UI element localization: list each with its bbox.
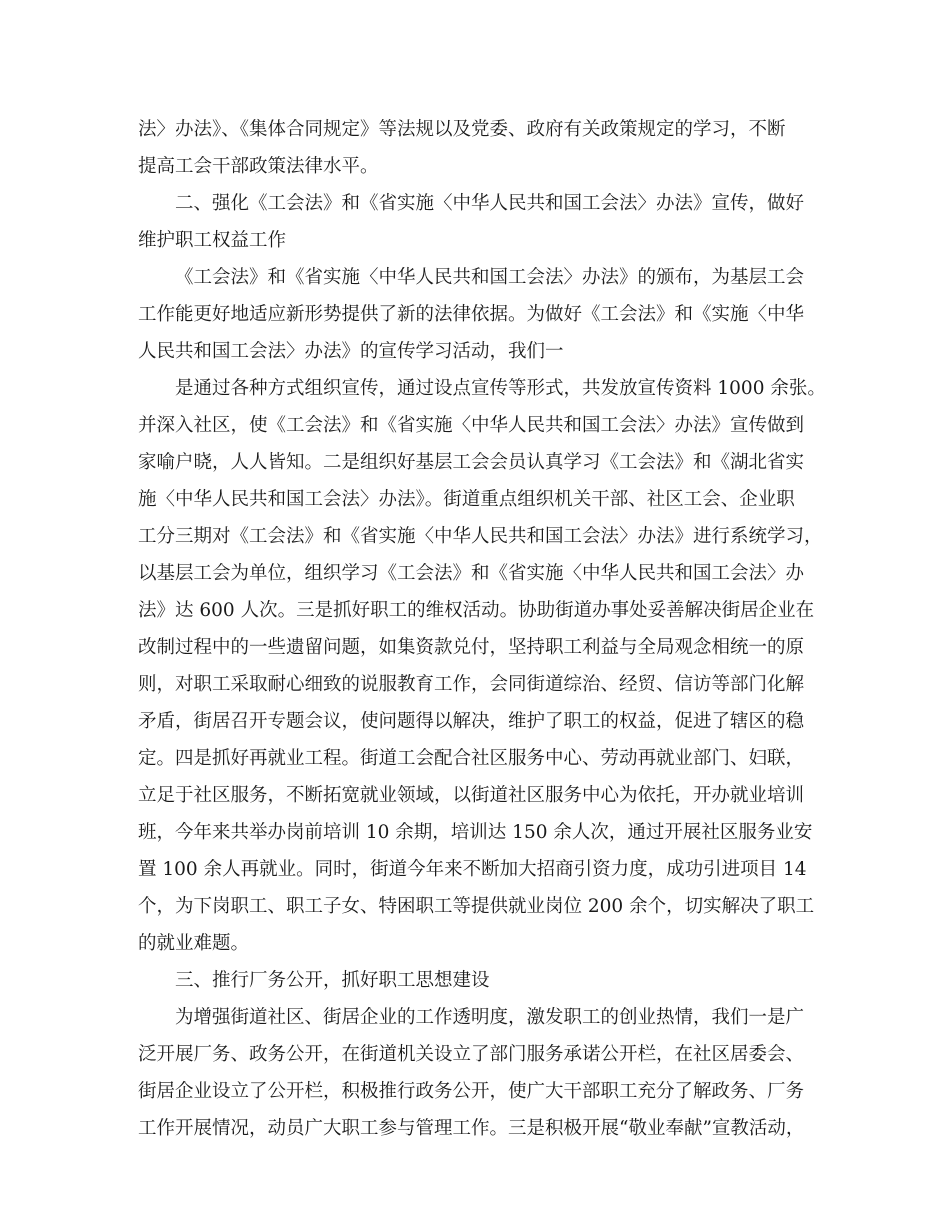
text-line: 置 100 余人再就业。同时，街道今年来不断加大招商引资力度，成功引进项目 14 <box>138 859 807 880</box>
text-line: 改制过程中的一些遗留问题，如集资款兑付，坚持职工利益与全局观念相统一的原 <box>138 637 805 658</box>
text-line: 家喻户晓，人人皆知。二是组织好基层工会会员认真学习《工会法》和《湖北省实 <box>138 452 805 473</box>
text-line: 以基层工会为单位，组织学习《工会法》和《省实施〈中华人民共和国工会法〉办 <box>138 563 805 584</box>
text-line: 法〉办法》、《集体合同规定》等法规以及党委、政府有关政策规定的学习，不断 <box>138 119 786 140</box>
text-line: 并深入社区，使《工会法》和《省实施〈中华人民共和国工会法〉办法》宣传做到 <box>138 415 805 436</box>
text-line: 人民共和国工会法〉办法》的宣传学习活动，我们一 <box>138 341 564 362</box>
text-line: 的就业难题。 <box>138 933 250 954</box>
text-line: 定。四是抓好再就业工程。街道工会配合社区服务中心、劳动再就业部门、妇联， <box>138 748 805 769</box>
text-line: 泛开展厂务、政务公开，在街道机关设立了部门服务承诺公开栏，在社区居委会、 <box>138 1044 805 1065</box>
text-line: 工作开展情况，动员广大职工参与管理工作。三是积极开展“敬业奉献”宣教活动， <box>138 1118 805 1139</box>
text-line: 为增强街道社区、街居企业的工作透明度，激发职工的创业热情，我们一是广 <box>175 1007 805 1028</box>
text-line: 工分三期对《工会法》和《省实施〈中华人民共和国工会法〉办法》进行系统学习， <box>138 526 823 547</box>
text-line: 提高工会干部政策法律水平。 <box>138 156 379 177</box>
text-line: 则，对职工采取耐心细致的说服教育工作，会同街道综治、经贸、信访等部门化解 <box>138 674 805 695</box>
text-line: 街居企业设立了公开栏，积极推行政务公开，使广大干部职工充分了解政务、厂务 <box>138 1081 805 1102</box>
text-line: 个，为下岗职工、职工子女、特困职工等提供就业岗位 200 余个，切实解决了职工 <box>138 896 815 917</box>
text-line: 法》达 600 人次。三是抓好职工的维权活动。协助街道办事处妥善解决街居企业在 <box>138 600 815 621</box>
text-line: 立足于社区服务，不断拓宽就业领域，以街道社区服务中心为依托，开办就业培训 <box>138 785 805 806</box>
text-line: 《工会法》和《省实施〈中华人民共和国工会法〉办法》的颁布，为基层工会 <box>175 267 805 288</box>
text-line: 施〈中华人民共和国工会法〉办法》。街道重点组织机关干部、社区工会、企业职 <box>138 489 795 510</box>
section-heading: 维护职工权益工作 <box>138 230 287 251</box>
text-line: 工作能更好地适应新形势提供了新的法律依据。为做好《工会法》和《实施〈中华 <box>138 304 805 325</box>
section-heading: 三、推行厂务公开，抓好职工思想建设 <box>175 970 490 991</box>
text-line: 是通过各种方式组织宣传，通过设点宣传等形式，共发放宣传资料 1000 余张。 <box>175 378 826 399</box>
text-line: 矛盾，街居召开专题会议，使问题得以解决，维护了职工的权益，促进了辖区的稳 <box>138 711 805 732</box>
text-line: 班，今年来共举办岗前培训 10 余期，培训达 150 余人次，通过开展社区服务业安 <box>138 822 813 843</box>
section-heading: 二、强化《工会法》和《省实施〈中华人民共和国工会法〉办法》宣传，做好 <box>175 193 805 214</box>
